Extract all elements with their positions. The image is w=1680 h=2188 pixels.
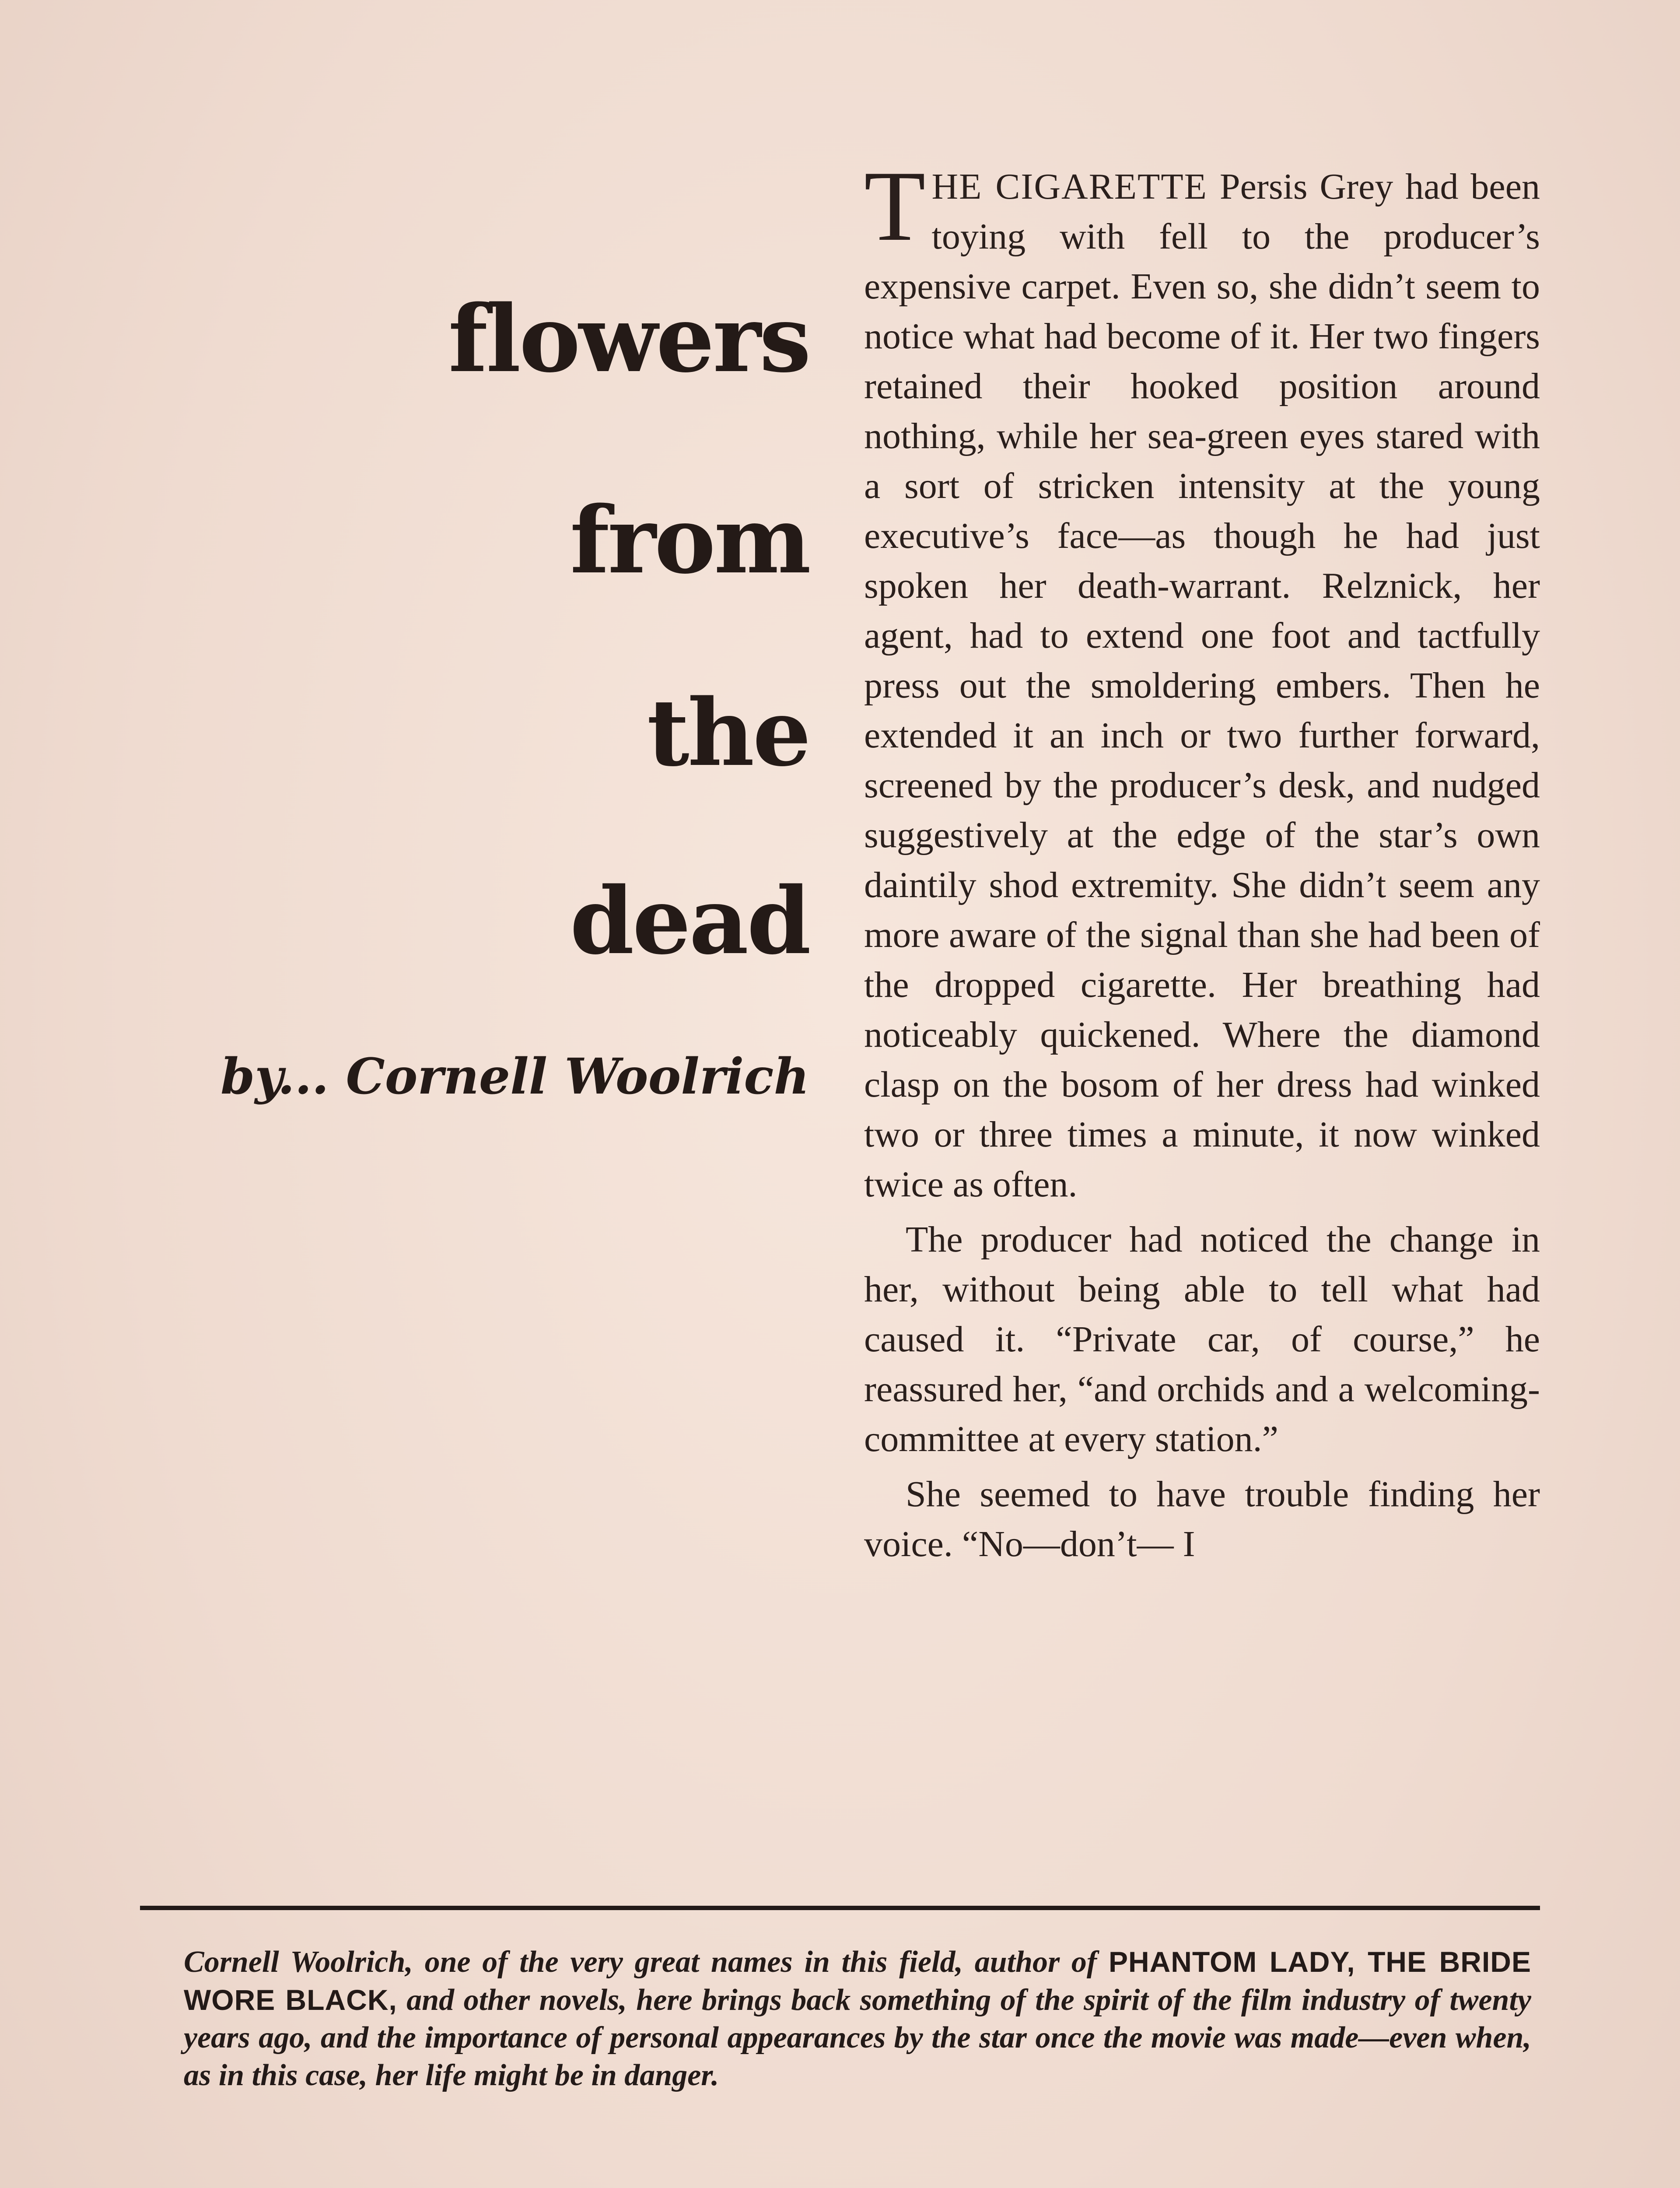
byline: by... Cornell Woolrich <box>220 1048 809 1105</box>
opening-caps: HE CIGARETTE <box>931 166 1208 207</box>
blurb-part-2: and other novels, here brings back something of the spirit of the film industry of twenty years ago, and the importance of personal appearances by the star once the movie was made—even when, as in this case, her life might be in danger. <box>184 1983 1531 2092</box>
title-word-flowers: flowers <box>448 285 809 393</box>
story-paragraph-1 <box>864 150 1540 1210</box>
story-paragraph-3: She seemed to have trouble finding her voice. “No—don’t— I <box>864 1474 1540 1564</box>
story-paragraph-2: The producer had noticed the change in her, without being able to tell what had caused it. “Private car, of course,” he reassured her, “and orchids and a welcoming-committee at every station.” <box>864 1219 1540 1459</box>
blurb-titles: PHANTOM LADY, THE BRIDE WORE BLACK, <box>184 1946 1531 2016</box>
drop-cap: T <box>864 150 926 262</box>
story-paragraph-1-text: Persis Grey had been toying with fell to the producer’s expensive carpet. Even so, she didn’t seem to notice what had become of it. Her two fingers retained their hooked position around nothing, while her sea-green eyes stared with a sort of stricken intensity at the young executive’s face—as though he had just spoken her death-warrant. Relznick, her agent, had to extend one foot and tactfully press out the smoldering embers. Then he extended it an inch or two further forward, screened by the producer’s desk, and nudged suggestively at the edge of the star’s own daintily shod extremity. She didn’t seem any more aware of the signal than she had been of the dropped cigarette. Her breathing had noticeably quickened. Where the diamond clasp on the bosom of her dress had winked two or three times a minute, it now winked twice as often. <box>864 166 1540 1205</box>
author-blurb <box>184 1943 1531 2094</box>
divider-top <box>140 1906 1540 1910</box>
title-word-the: the <box>647 679 809 787</box>
blurb-part-1: Cornell Woolrich, one of the very great names in this field, author of <box>184 1945 1109 1979</box>
story-column <box>864 150 1540 1569</box>
title-word-from: from <box>570 486 809 594</box>
title-word-dead: dead <box>570 867 809 975</box>
